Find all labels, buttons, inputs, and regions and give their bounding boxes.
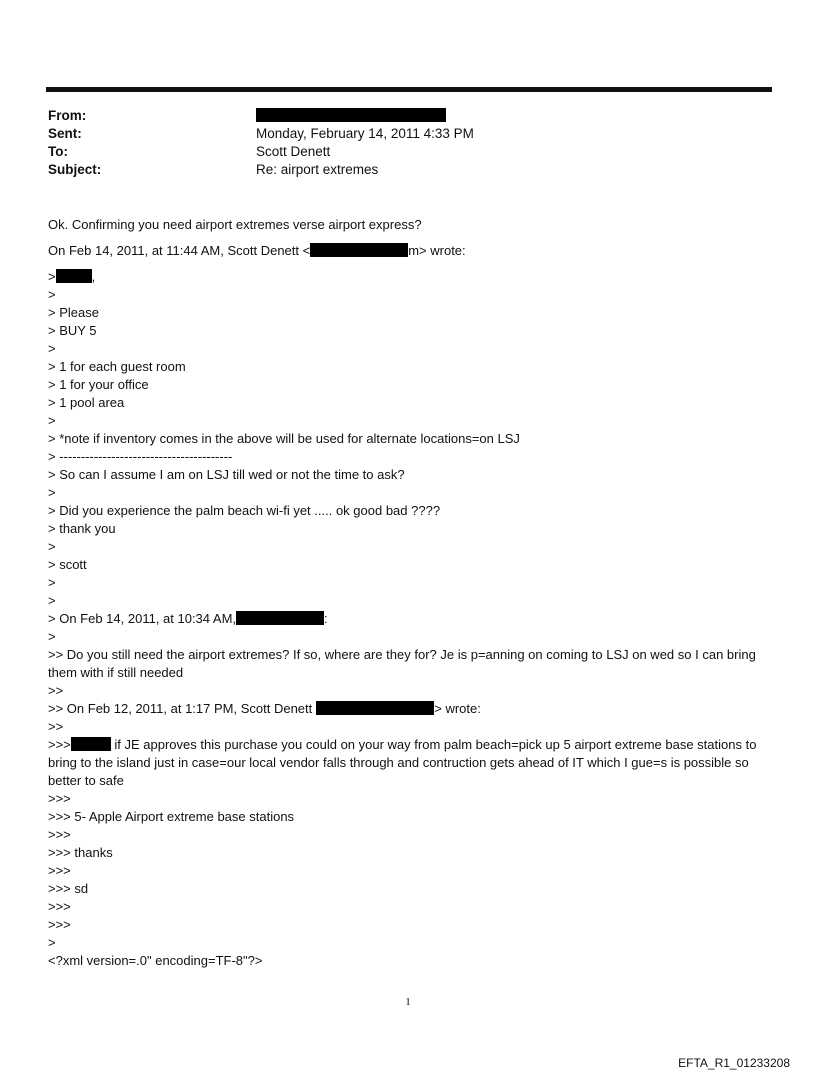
redaction-block — [71, 737, 111, 751]
body-line: > 1 pool area — [48, 395, 125, 410]
body-line: > scott — [48, 557, 87, 572]
body-line: > , — [48, 269, 96, 284]
body-line: >>> thanks — [48, 845, 113, 860]
sent-label: Sent: — [48, 126, 82, 141]
body-line: > — [48, 629, 56, 644]
body-line: > Please — [48, 305, 99, 320]
body-line: > — [48, 935, 56, 950]
body-line: > — [48, 287, 56, 302]
body-line: >> On Feb 12, 2011, at 1:17 PM, Scott Denett > wrote: — [48, 701, 481, 716]
body-line: > — [48, 575, 56, 590]
body-line: > 1 for each guest room — [48, 359, 186, 374]
page-number: 1 — [405, 996, 411, 1008]
body-line: On Feb 14, 2011, at 11:44 AM, Scott Denett < m> wrote: — [48, 243, 466, 258]
to-value: Scott Denett — [256, 144, 331, 159]
from-value — [256, 107, 446, 125]
body-line: > On Feb 14, 2011, at 10:34 AM, : — [48, 611, 328, 626]
body-line: >>> if JE approves this purchase you could on your way from palm beach=pick up 5 airport extreme base stations to bring to the island just in case=our local vendor falls through and contruction gets ahead of IT which I gue=s is possible so better to safe — [48, 737, 761, 788]
body-line: > thank you — [48, 521, 116, 536]
redaction-block — [316, 701, 434, 715]
body-line: >>> — [48, 899, 71, 914]
body-line: > — [48, 413, 56, 428]
body-line: > Did you experience the palm beach wi-fi yet ..... ok good bad ???? — [48, 503, 441, 518]
body-line: > — [48, 593, 56, 608]
body-line: >>> — [48, 917, 71, 932]
body-line: >>> — [48, 791, 71, 806]
body-line: >>> — [48, 863, 71, 878]
document-id: EFTA_R1_01233208 — [678, 1056, 790, 1070]
body-line: >> — [48, 719, 64, 734]
redaction-block — [56, 269, 92, 283]
to-label: To: — [48, 144, 68, 159]
email-body — [48, 216, 760, 970]
body-line: >> — [48, 683, 64, 698]
body-line: >> Do you still need the airport extremes? If so, where are they for? Je is p=anning on coming to LSJ on wed so I can bring them with if still needed — [48, 647, 760, 680]
body-line: > *note if inventory comes in the above will be used for alternate locations=on LSJ — [48, 431, 520, 446]
redaction-block — [310, 243, 408, 257]
from-label: From: — [48, 108, 87, 123]
redaction-block — [256, 108, 446, 122]
sent-value: Monday, February 14, 2011 4:33 PM — [256, 126, 474, 141]
header-rule — [46, 87, 772, 92]
body-line: > — [48, 485, 56, 500]
body-line: > BUY 5 — [48, 323, 97, 338]
body-line: >>> sd — [48, 881, 89, 896]
body-line: > 1 for your office — [48, 377, 149, 392]
body-line: <?xml version=.0" encoding=TF-8"?> — [48, 953, 263, 968]
subject-value: Re: airport extremes — [256, 162, 379, 177]
body-line: > — [48, 539, 56, 554]
body-line: >>> 5- Apple Airport extreme base stations — [48, 809, 295, 824]
body-line: > ---------------------------------------- — [48, 449, 233, 464]
redaction-block — [236, 611, 324, 625]
body-line: >>> — [48, 827, 71, 842]
body-line: Ok. Confirming you need airport extremes verse airport express? — [48, 217, 422, 232]
body-line: > — [48, 341, 56, 356]
subject-label: Subject: — [48, 162, 102, 177]
body-line: > So can I assume I am on LSJ till wed or not the time to ask? — [48, 467, 405, 482]
